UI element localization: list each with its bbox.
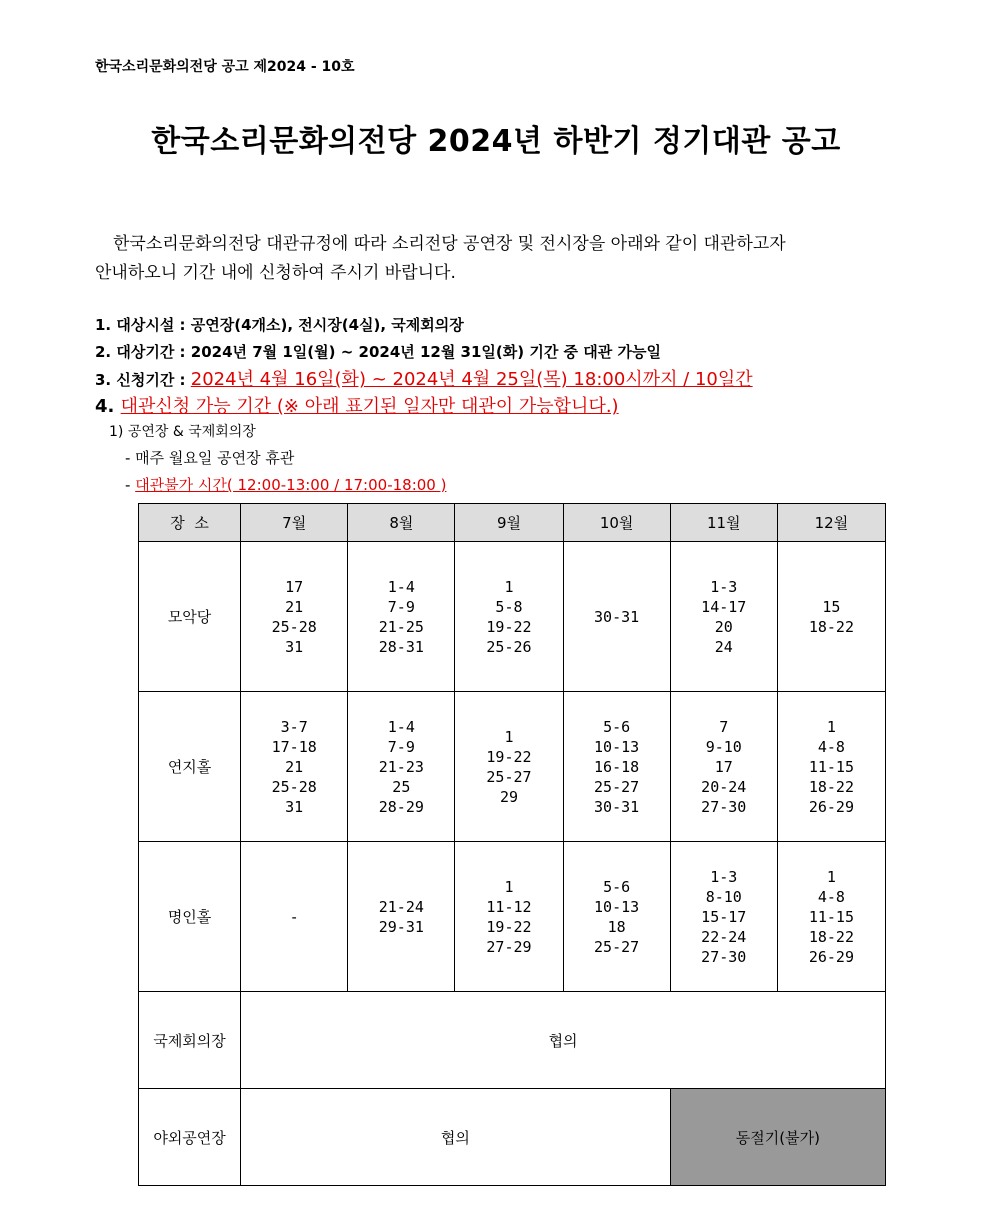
venue-name: 국제회의장 bbox=[139, 992, 241, 1089]
table-row bbox=[139, 542, 886, 692]
date-range: 19-22 bbox=[486, 617, 532, 636]
date-range: 21 bbox=[285, 597, 304, 616]
date-range: 26-29 bbox=[808, 797, 854, 816]
header-month: 8월 bbox=[348, 504, 455, 542]
date-cell bbox=[777, 692, 885, 842]
table-row bbox=[139, 842, 886, 992]
date-range: 1-4 bbox=[387, 577, 415, 596]
date-cell bbox=[563, 692, 670, 842]
date-range: 18-22 bbox=[808, 777, 854, 796]
intro-line-1: 한국소리문화의전당 대관규정에 따라 소리전당 공연장 및 전시장을 아래와 같이 대관하고자 bbox=[113, 234, 786, 254]
date-range: 1 bbox=[504, 877, 514, 896]
date-range: 25-28 bbox=[271, 617, 317, 636]
date-range: 25 bbox=[392, 777, 411, 796]
date-range: 11-15 bbox=[808, 907, 854, 926]
date-cell bbox=[670, 692, 777, 842]
date-cell bbox=[348, 692, 455, 842]
date-range: 18-22 bbox=[808, 617, 854, 636]
date-range: 17-18 bbox=[271, 737, 317, 756]
date-range: 1 bbox=[826, 717, 836, 736]
date-range: 30-31 bbox=[594, 797, 640, 816]
date-range: 1 bbox=[504, 577, 514, 596]
table-row bbox=[139, 992, 886, 1089]
item-available-value: 대관신청 가능 기간 (※ 아래 표기된 일자만 대관이 가능합니다.) bbox=[120, 396, 619, 417]
date-range: 19-22 bbox=[486, 747, 532, 766]
notice-number: 한국소리문화의전당 공고 제2024 - 10호 bbox=[95, 59, 355, 75]
schedule-table bbox=[138, 503, 886, 1186]
intro-paragraph bbox=[95, 230, 895, 288]
date-range: 21 bbox=[285, 757, 304, 776]
date-range: 17 bbox=[714, 757, 733, 776]
outdoor-value: 협의 bbox=[241, 1089, 671, 1186]
date-range: 31 bbox=[285, 637, 304, 656]
date-range: 28-31 bbox=[378, 637, 424, 656]
item-application bbox=[95, 366, 915, 393]
item-facilities: 1. 대상시설 : 공연장(4개소), 전시장(4실), 국제회의장 bbox=[95, 316, 464, 334]
sub-heading: 1) 공연장 & 국제회의장 bbox=[109, 424, 256, 440]
unavailable-times: 대관불가 시간( 12:00-13:00 / 17:00-18:00 ) bbox=[135, 476, 447, 494]
date-range: 7-9 bbox=[387, 597, 415, 616]
item-period: 2. 대상기간 : 2024년 7월 1일(월) ~ 2024년 12월 31일(화) 기간 중 대관 가능일 bbox=[95, 343, 661, 361]
date-range: 10-13 bbox=[594, 737, 640, 756]
date-cell bbox=[348, 542, 455, 692]
date-range: 27-30 bbox=[701, 797, 747, 816]
date-range: 30-31 bbox=[594, 607, 640, 626]
header-month: 12월 bbox=[777, 504, 885, 542]
date-range: 21-25 bbox=[378, 617, 424, 636]
date-range: 15-17 bbox=[701, 907, 747, 926]
header-month: 10월 bbox=[563, 504, 670, 542]
date-range: 1-4 bbox=[387, 717, 415, 736]
date-cell bbox=[455, 692, 563, 842]
venue-name: 모악당 bbox=[139, 542, 241, 692]
date-range: 14-17 bbox=[701, 597, 747, 616]
date-range: 5-6 bbox=[603, 717, 631, 736]
date-range: 11-15 bbox=[808, 757, 854, 776]
table-row bbox=[139, 692, 886, 842]
venue-name: 야외공연장 bbox=[139, 1089, 241, 1186]
date-cell bbox=[777, 842, 885, 992]
date-range: 28-29 bbox=[378, 797, 424, 816]
date-range: 19-22 bbox=[486, 917, 532, 936]
page-title: 한국소리문화의전당 2024년 하반기 정기대관 공고 bbox=[151, 124, 841, 159]
item-application-label: 3. 신청기간 : bbox=[95, 371, 191, 389]
date-range: 8-10 bbox=[705, 887, 742, 906]
date-cell bbox=[455, 542, 563, 692]
date-cell bbox=[563, 842, 670, 992]
date-range: 1 bbox=[826, 867, 836, 886]
date-range: 25-27 bbox=[486, 767, 532, 786]
item-available-label: 4. bbox=[95, 396, 121, 417]
header-venue: 장 소 bbox=[139, 504, 241, 542]
date-cell bbox=[241, 842, 348, 992]
date-range: - bbox=[289, 907, 299, 926]
item-application-value: 2024년 4월 16일(화) ~ 2024년 4월 25일(목) 18:00시까지 / 10일간 bbox=[190, 369, 753, 390]
sub-note-unavailable bbox=[95, 472, 915, 499]
intro-line-2: 안내하오니 기간 내에 신청하여 주시기 바랍니다. bbox=[95, 263, 456, 283]
date-cell bbox=[241, 542, 348, 692]
conference-value: 협의 bbox=[241, 992, 886, 1089]
date-range: 4-8 bbox=[817, 887, 845, 906]
table-header-row bbox=[139, 504, 886, 542]
venue-name: 연지홀 bbox=[139, 692, 241, 842]
date-range: 25-27 bbox=[594, 777, 640, 796]
date-range: 10-13 bbox=[594, 897, 640, 916]
date-range: 27-30 bbox=[701, 947, 747, 966]
date-range: 4-8 bbox=[817, 737, 845, 756]
sub-note-prefix: - bbox=[125, 476, 136, 494]
date-cell bbox=[777, 542, 885, 692]
date-range: 9-10 bbox=[705, 737, 742, 756]
date-cell bbox=[670, 842, 777, 992]
date-range: 7-9 bbox=[387, 737, 415, 756]
header-month: 9월 bbox=[455, 504, 563, 542]
date-range: 20 bbox=[714, 617, 733, 636]
header-month: 11월 bbox=[670, 504, 777, 542]
header-month: 7월 bbox=[241, 504, 348, 542]
date-range: 11-12 bbox=[486, 897, 532, 916]
date-cell bbox=[563, 542, 670, 692]
date-range: 31 bbox=[285, 797, 304, 816]
date-cell bbox=[241, 692, 348, 842]
date-range: 21-23 bbox=[378, 757, 424, 776]
date-range: 25-27 bbox=[594, 937, 640, 956]
date-range: 21-24 bbox=[378, 897, 424, 916]
sub-note-closed: - 매주 월요일 공연장 휴관 bbox=[125, 449, 295, 467]
date-range: 7 bbox=[719, 717, 729, 736]
date-range: 24 bbox=[714, 637, 733, 656]
date-range: 15 bbox=[822, 597, 841, 616]
date-range: 29 bbox=[499, 787, 518, 806]
date-range: 25-28 bbox=[271, 777, 317, 796]
date-cell bbox=[670, 542, 777, 692]
date-range: 22-24 bbox=[701, 927, 747, 946]
date-range: 26-29 bbox=[808, 947, 854, 966]
date-range: 3-7 bbox=[280, 717, 308, 736]
date-range: 5-8 bbox=[495, 597, 523, 616]
date-range: 27-29 bbox=[486, 937, 532, 956]
date-range: 18 bbox=[607, 917, 626, 936]
table-row bbox=[139, 1089, 886, 1186]
date-range: 5-6 bbox=[603, 877, 631, 896]
date-range: 16-18 bbox=[594, 757, 640, 776]
notice-items bbox=[95, 312, 915, 499]
date-range: 1 bbox=[504, 727, 514, 746]
date-cell bbox=[348, 842, 455, 992]
venue-name: 명인홀 bbox=[139, 842, 241, 992]
date-range: 18-22 bbox=[808, 927, 854, 946]
item-available bbox=[95, 393, 915, 420]
date-range: 1-3 bbox=[710, 577, 738, 596]
date-range: 25-26 bbox=[486, 637, 532, 656]
date-cell bbox=[455, 842, 563, 992]
outdoor-winter: 동절기(불가) bbox=[670, 1089, 885, 1186]
date-range: 1-3 bbox=[710, 867, 738, 886]
date-range: 20-24 bbox=[701, 777, 747, 796]
date-range: 29-31 bbox=[378, 917, 424, 936]
date-range: 17 bbox=[285, 577, 304, 596]
